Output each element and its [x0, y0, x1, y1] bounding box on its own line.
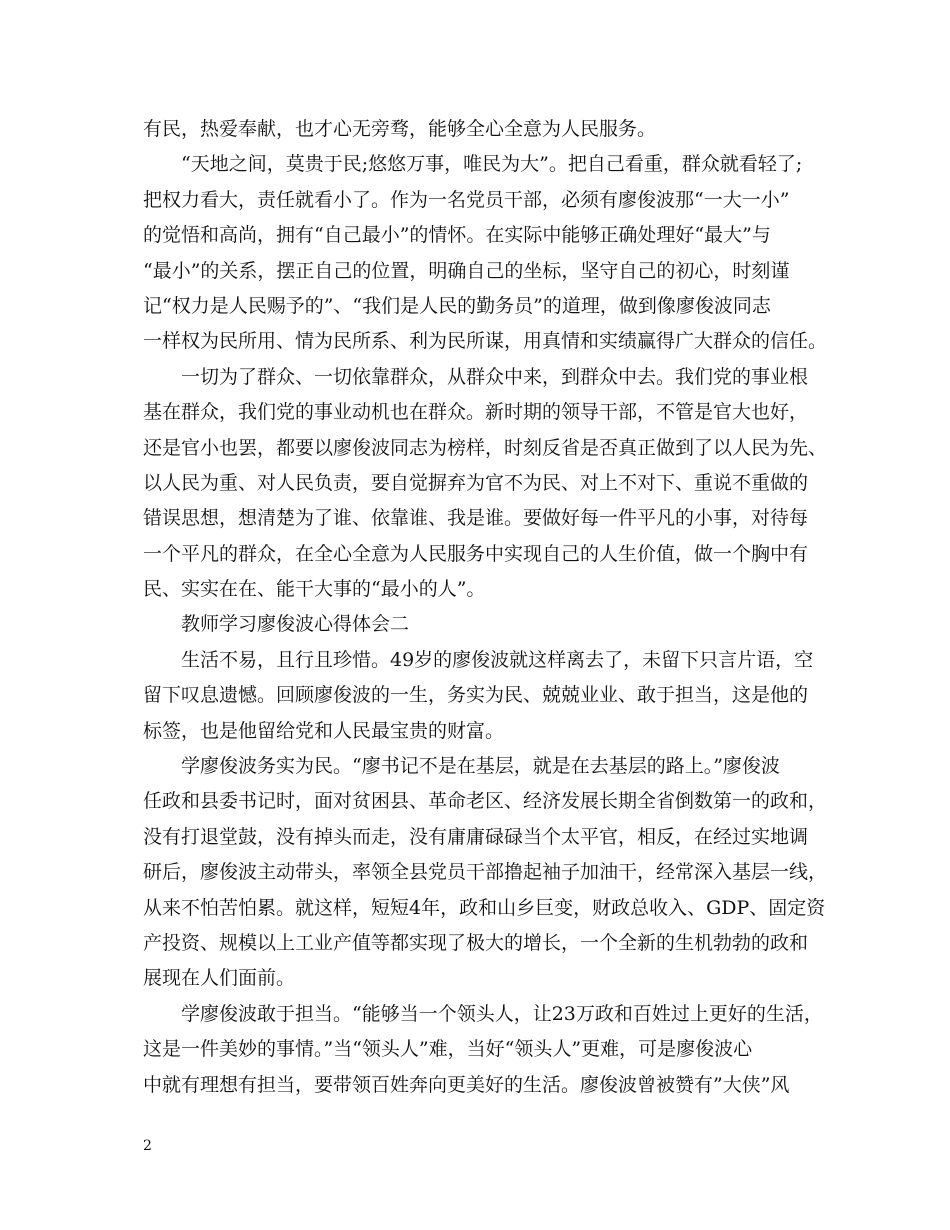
text-line: “最小”的关系，摆正自己的位置，明确自己的坐标，坚守自己的初心，时刻谨 [143, 259, 790, 282]
text-line: 展现在人们面前。 [143, 967, 296, 990]
text-line: 学廖俊波务实为民。“廖书记不是在基层，就是在去基层的路上。”廖俊波 [181, 755, 780, 778]
text-line: 产投资、规模以上工业产值等都实现了极大的增长，一个全新的生机勃勃的政和 [143, 931, 809, 954]
text-line: 把权力看大，责任就看小了。作为一名党员干部，必须有廖俊波那“一大一小” [143, 188, 790, 211]
page-number: 2 [143, 1138, 152, 1154]
text-line: 的觉悟和高尚，拥有“自己最小”的情怀。在实际中能够正确处理好“最大”与 [143, 224, 771, 247]
text-line: 生活不易，且行且珍惜。49岁的廖俊波就这样离去了，未留下只言片语，空 [181, 648, 814, 671]
text-line: 基在群众，我们党的事业动机也在群众。新时期的领导干部，不管是官大也好， [143, 401, 809, 424]
text-line: 有民，热爱奉献，也才心无旁骛，能够全心全意为人民服务。 [143, 118, 657, 140]
document-body [143, 112, 828, 1103]
text-line: 研后，廖俊波主动带头，率领全县党员干部撸起袖子加油干，经常深入基层一线， [143, 861, 828, 884]
text-line: 任政和县委书记时，面对贫困县、革命老区、经济发展长期全省倒数第一的政和， [143, 790, 828, 813]
text-line: 这是一件美妙的事情。”当“领头人”难，当好“领头人”更难，可是廖俊波心 [143, 1038, 753, 1061]
text-line: 民、实实在在、能干大事的“最小的人”。 [143, 578, 486, 601]
text-line: 还是官小也罢，都要以廖俊波同志为榜样，时刻反省是否真正做到了以人民为先、 [143, 436, 828, 459]
text-line: 一个平凡的群众，在全心全意为人民服务中实现自己的人生价值，做一个胸中有 [143, 542, 809, 565]
text-line: “天地之间，莫贵于民;悠悠万事，唯民为大”。把自己看重，群众就看轻了; [181, 153, 803, 176]
text-line: 一切为了群众、一切依靠群众，从群众中来，到群众中去。我们党的事业根 [181, 365, 809, 388]
text-line: 记“权力是人民赐予的”、“我们是人民的勤务员”的道理，做到像廖俊波同志 [143, 294, 771, 317]
text-line: 教师学习廖俊波心得体会二 [181, 613, 410, 636]
text-line: 标签，也是他留给党和人民最宝贵的财富。 [143, 719, 505, 742]
text-line: 没有打退堂鼓，没有掉头而走，没有庸庸碌碌当个太平官，相反，在经过实地调 [143, 825, 809, 848]
text-line: 从来不怕苦怕累。就这样，短短4年，政和山乡巨变，财政总收入、GDP、固定资 [143, 896, 826, 919]
text-line: 学廖俊波敢于担当。“能够当一个领头人，让23万政和百姓过上更好的生活， [181, 1002, 823, 1025]
text-line: 中就有理想有担当，要带领百姓奔向更美好的生活。廖俊波曾被赞有”大侠”风 [143, 1073, 790, 1096]
text-line: 一样权为民所用、情为民所系、利为民所谋，用真情和实绩赢得广大群众的信任。 [143, 330, 828, 353]
text-line: 以人民为重、对人民负责，要自觉摒弃为官不为民、对上不对下、重说不重做的 [143, 471, 809, 494]
text-line: 留下叹息遗憾。回顾廖俊波的一生，务实为民、兢兢业业、敢于担当，这是他的 [143, 684, 809, 707]
text-line: 错误思想，想清楚为了谁、依靠谁、我是谁。要做好每一件平凡的小事，对待每 [143, 507, 809, 530]
